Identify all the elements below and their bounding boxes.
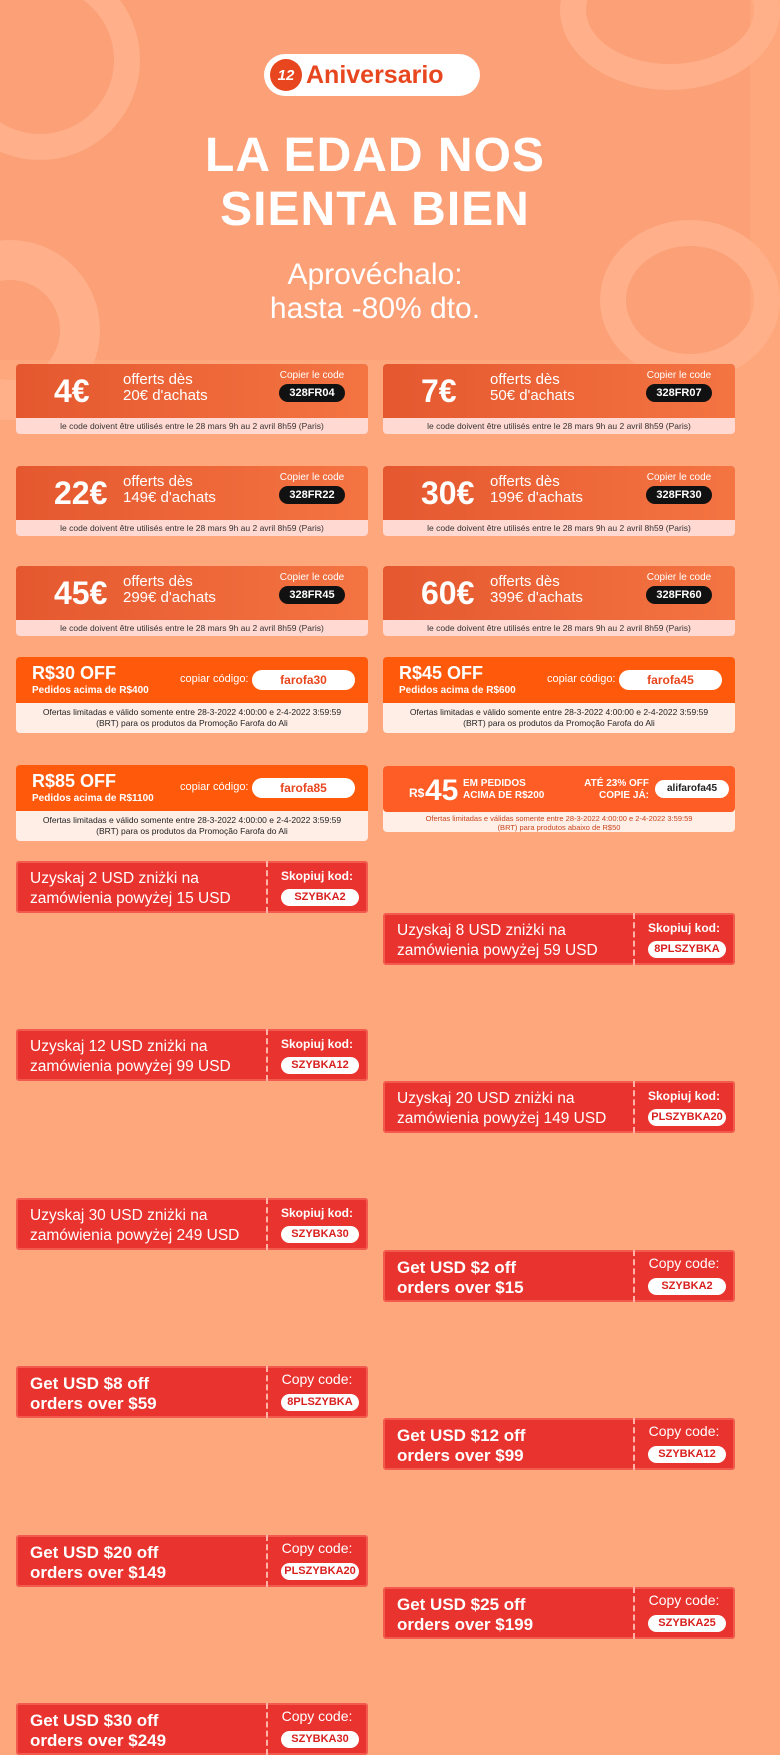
coupon-top: [383, 364, 735, 418]
description-line-1: offerts dès: [123, 371, 193, 388]
anniversary-badge: [264, 54, 480, 96]
coupon-usd[interactable]: [16, 1029, 368, 1081]
coupon-usd[interactable]: [383, 1081, 735, 1133]
copy-label: Copier le code: [279, 572, 345, 583]
coupon-terms: le code doivent être utilisés entre le 28 mars 9h au 2 avril 8h59 (Paris): [383, 418, 735, 434]
headline-line-1: LA EDAD NOS: [205, 129, 545, 182]
coupon-fr[interactable]: [16, 566, 368, 636]
coupon-divider: [633, 913, 635, 965]
coupon-top: [16, 765, 368, 811]
coupon-code-button[interactable]: farofa30: [252, 670, 355, 690]
copy-label: copiar código:: [180, 673, 249, 685]
copy-label: Skopiuj kod:: [281, 869, 353, 883]
coupon-br-special[interactable]: [383, 766, 735, 832]
coupon-usd[interactable]: [383, 1587, 735, 1639]
coupon-br[interactable]: [16, 657, 368, 733]
description-line-1: offerts dès: [123, 573, 193, 590]
coupon-usd[interactable]: [16, 1198, 368, 1250]
coupon-description: [490, 372, 575, 404]
coupon-fr[interactable]: [16, 364, 368, 434]
coupon-divider: [266, 1366, 268, 1418]
coupon-code-button[interactable]: 328FR45: [279, 586, 344, 604]
coupon-description: [30, 1543, 166, 1583]
coupon-divider: [266, 1535, 268, 1587]
coupon-code-button[interactable]: alifarofa45: [655, 780, 729, 798]
coupon-terms: le code doivent être utilisés entre le 28 mars 9h au 2 avril 8h59 (Paris): [383, 620, 735, 636]
coupon-code-button[interactable]: 328FR30: [646, 486, 711, 504]
coupon-code-button[interactable]: SZYBKA12: [281, 1057, 359, 1074]
copy-label: Copier le code: [646, 472, 712, 483]
coupon-usd[interactable]: [16, 861, 368, 913]
coupon-usd[interactable]: [16, 1535, 368, 1587]
copy-area: [629, 472, 729, 504]
coupon-description: [490, 474, 583, 506]
copy-label: Skopiuj kod:: [281, 1037, 353, 1051]
hero-banner: [0, 0, 750, 360]
coupon-code-button[interactable]: SZYBKA30: [281, 1731, 359, 1748]
coupon-divider: [266, 1198, 268, 1250]
coupon-terms: le code doivent être utilisés entre le 28 mars 9h au 2 avril 8h59 (Paris): [16, 520, 368, 536]
coupon-divider: [266, 1703, 268, 1755]
description-line-1: Uzyskaj 20 USD zniżki na: [397, 1090, 575, 1107]
coupon-description: [30, 1206, 239, 1246]
coupon-top: [383, 466, 735, 520]
coupon-code-button[interactable]: 328FR60: [646, 586, 711, 604]
coupon-amount: 45€: [54, 575, 108, 611]
coupon-usd[interactable]: [383, 1418, 735, 1470]
description-line-2: 20€ d'achats: [123, 387, 208, 404]
description-line-2: orders over $199: [397, 1615, 534, 1634]
anniversary-logo-icon: 12: [270, 59, 302, 91]
copy-label: Copier le code: [646, 572, 712, 583]
coupon-amount: 30€: [421, 475, 475, 511]
coupon-divider: [266, 861, 268, 913]
terms-line-1: Ofertas limitadas e válido somente entre 28-3-2022 4:00:00 e 2-4-2022 3:59:59: [409, 707, 709, 717]
coupon-fr[interactable]: [16, 466, 368, 536]
description-line-2: 50€ d'achats: [490, 387, 575, 404]
coupon-amount: 45: [425, 774, 459, 807]
coupon-description: [397, 1595, 533, 1635]
copy-label: copiar código:: [180, 781, 249, 793]
decorative-swirl: [560, 0, 780, 90]
coupon-code-button[interactable]: SZYBKA12: [648, 1446, 726, 1463]
copy-label: Copy code:: [281, 1708, 353, 1724]
headline-line-2: SIENTA BIEN: [220, 183, 530, 236]
coupon-top: [383, 766, 735, 812]
coupon-description: [397, 1089, 606, 1129]
coupon-divider: [633, 1587, 635, 1639]
description-line-1: Get USD $2 off: [397, 1258, 517, 1277]
coupon-code-button[interactable]: SZYBKA30: [281, 1226, 359, 1243]
coupon-amount: 22€: [54, 475, 108, 511]
coupon-terms: [16, 703, 368, 733]
description-line-2: 199€ d'achats: [490, 489, 583, 506]
description-line-1: offerts dès: [490, 573, 560, 590]
terms-line-1: Ofertas limitadas e válido somente entre 28-3-2022 4:00:00 e 2-4-2022 3:59:59: [42, 815, 342, 825]
coupon-usd[interactable]: [383, 913, 735, 965]
coupon-terms: [383, 812, 735, 832]
coupon-code-button[interactable]: PLSZYBKA20: [648, 1109, 726, 1126]
description-line-1: offerts dès: [490, 371, 560, 388]
coupon-description: [397, 1426, 525, 1466]
coupon-code-button[interactable]: SZYBKA2: [648, 1278, 726, 1295]
copy-label: Copy code:: [281, 1371, 353, 1387]
coupon-code-button[interactable]: 328FR22: [279, 486, 344, 504]
subhead-line-2: hasta -80% dto.: [269, 292, 481, 325]
coupon-fr[interactable]: [383, 466, 735, 536]
description-line-1: Get USD $8 off: [30, 1374, 150, 1393]
coupon-description: [30, 1711, 166, 1751]
coupon-description: [490, 574, 583, 606]
description-line-1: Get USD $20 off: [30, 1543, 159, 1562]
coupon-condition: Pedidos acima de R$600: [399, 685, 516, 696]
coupon-divider: [633, 1250, 635, 1302]
badge-text: Aniversario: [306, 60, 444, 89]
copy-area: [262, 370, 362, 402]
terms-line-1: Ofertas limitadas e válido somente entre 28-3-2022 4:00:00 e 2-4-2022 3:59:59: [42, 707, 342, 717]
terms-line-2: (BRT) para os produtos da Promoção Farofa do Ali: [463, 718, 655, 728]
description-line-2: zamówienia powyżej 59 USD: [397, 942, 598, 959]
coupon-condition: [463, 778, 544, 802]
copy-label: Copier le code: [279, 472, 345, 483]
coupon-divider: [633, 1081, 635, 1133]
coupon-code-button[interactable]: SZYBKA2: [281, 889, 359, 906]
coupon-terms: [16, 811, 368, 841]
coupon-code-button[interactable]: farofa45: [619, 670, 722, 690]
coupon-description: [30, 1037, 231, 1077]
copy-area: [629, 370, 729, 402]
description-line-2: orders over $149: [30, 1563, 167, 1582]
copy-label: copiar código:: [547, 673, 616, 685]
copy-label: Skopiuj kod:: [281, 1206, 353, 1220]
coupon-usd[interactable]: [16, 1366, 368, 1418]
copy-area: [629, 572, 729, 604]
coupon-condition: Pedidos acima de R$400: [32, 685, 149, 696]
coupon-description: [397, 921, 598, 961]
copy-area: [262, 472, 362, 504]
description-line-2: orders over $59: [30, 1394, 157, 1413]
coupon-code-button[interactable]: farofa85: [252, 778, 355, 798]
terms-line-2: (BRT) para os produtos da Promoção Farofa do Ali: [96, 826, 288, 836]
copy-label: Copier le code: [646, 370, 712, 381]
subhead-line-1: Aprovéchalo:: [287, 258, 463, 291]
discount-line-2: COPIE JÁ:: [598, 790, 649, 801]
description-line-2: orders over $249: [30, 1731, 167, 1750]
copy-area: [262, 572, 362, 604]
coupon-amount: 7€: [421, 373, 457, 409]
coupon-br[interactable]: [383, 657, 735, 733]
coupon-top: [16, 466, 368, 520]
coupon-br[interactable]: [16, 765, 368, 841]
currency-label: R$: [409, 786, 425, 800]
description-line-2: zamówienia powyżej 149 USD: [397, 1110, 607, 1127]
description-line-2: 399€ d'achats: [490, 589, 583, 606]
coupon-terms: le code doivent être utilisés entre le 28 mars 9h au 2 avril 8h59 (Paris): [383, 520, 735, 536]
coupon-description: [123, 574, 216, 606]
coupon-top: [16, 566, 368, 620]
coupon-amount: 4€: [54, 373, 90, 409]
coupon-code-button[interactable]: 328FR07: [646, 384, 711, 402]
coupon-code-button[interactable]: PLSZYBKA20: [281, 1563, 359, 1580]
coupon-code-button[interactable]: SZYBKA25: [648, 1615, 726, 1632]
description-line-1: Get USD $12 off: [397, 1426, 526, 1445]
coupon-description: [123, 372, 208, 404]
terms-line-2: (BRT) para produtos abaixo de R$50: [497, 823, 621, 832]
coupon-fr[interactable]: [383, 364, 735, 434]
discount-note: [579, 778, 649, 802]
description-line-1: Get USD $25 off: [397, 1595, 526, 1614]
coupon-title: R$30 OFF: [32, 663, 117, 683]
coupon-description: [397, 1258, 524, 1298]
copy-label: Skopiuj kod:: [648, 921, 720, 935]
description-line-2: orders over $15: [397, 1278, 524, 1297]
discount-line-1: ATÉ 23% OFF: [584, 778, 649, 789]
coupon-description: [30, 869, 231, 909]
coupon-code-button[interactable]: 8PLSZYBKA: [648, 941, 726, 958]
terms-line-1: Ofertas limitadas e válidas somente entre 28-3-2022 4:00:00 e 2-4-2022 3:59:59: [425, 814, 693, 823]
copy-label: Skopiuj kod:: [648, 1089, 720, 1103]
coupon-usd[interactable]: [383, 1250, 735, 1302]
description-line-1: Uzyskaj 30 USD zniżki na: [30, 1207, 208, 1224]
coupon-terms: le code doivent être utilisés entre le 28 mars 9h au 2 avril 8h59 (Paris): [16, 418, 368, 434]
description-line-1: offerts dès: [123, 473, 193, 490]
description-line-1: Get USD $30 off: [30, 1711, 159, 1730]
coupon-title: R$85 OFF: [32, 771, 117, 791]
coupon-condition: Pedidos acima de R$1100: [32, 793, 154, 804]
description-line-1: Uzyskaj 8 USD zniżki na: [397, 922, 566, 939]
condition-line-2: ACIMA DE R$200: [463, 790, 545, 801]
condition-line-1: EM PEDIDOS: [463, 778, 526, 789]
coupon-usd[interactable]: [16, 1703, 368, 1755]
coupon-terms: le code doivent être utilisés entre le 28 mars 9h au 2 avril 8h59 (Paris): [16, 620, 368, 636]
copy-label: Copy code:: [648, 1592, 720, 1608]
coupon-amount: 60€: [421, 575, 475, 611]
copy-label: Copier le code: [279, 370, 345, 381]
coupon-top: [16, 364, 368, 418]
description-line-2: 299€ d'achats: [123, 589, 216, 606]
coupon-code-button[interactable]: 328FR04: [279, 384, 344, 402]
coupon-top: [16, 657, 368, 703]
coupon-terms: [383, 703, 735, 733]
copy-label: Copy code:: [648, 1423, 720, 1439]
coupon-title: R$45 OFF: [399, 663, 484, 683]
coupon-description: [30, 1374, 157, 1414]
coupon-top: [383, 657, 735, 703]
terms-line-2: (BRT) para os produtos da Promoção Farofa do Ali: [96, 718, 288, 728]
description-line-1: offerts dès: [490, 473, 560, 490]
coupon-divider: [633, 1418, 635, 1470]
copy-label: Copy code:: [281, 1540, 353, 1556]
description-line-2: zamówienia powyżej 99 USD: [30, 1058, 231, 1075]
coupon-top: [383, 566, 735, 620]
copy-label: Copy code:: [648, 1255, 720, 1271]
description-line-2: 149€ d'achats: [123, 489, 216, 506]
description-line-2: orders over $99: [397, 1446, 524, 1465]
coupon-description: [123, 474, 216, 506]
coupon-code-button[interactable]: 8PLSZYBKA: [281, 1394, 359, 1411]
coupon-fr[interactable]: [383, 566, 735, 636]
description-line-1: Uzyskaj 2 USD zniżki na: [30, 870, 199, 887]
description-line-1: Uzyskaj 12 USD zniżki na: [30, 1038, 208, 1055]
description-line-2: zamówienia powyżej 15 USD: [30, 890, 231, 907]
coupon-divider: [266, 1029, 268, 1081]
description-line-2: zamówienia powyżej 249 USD: [30, 1227, 240, 1244]
